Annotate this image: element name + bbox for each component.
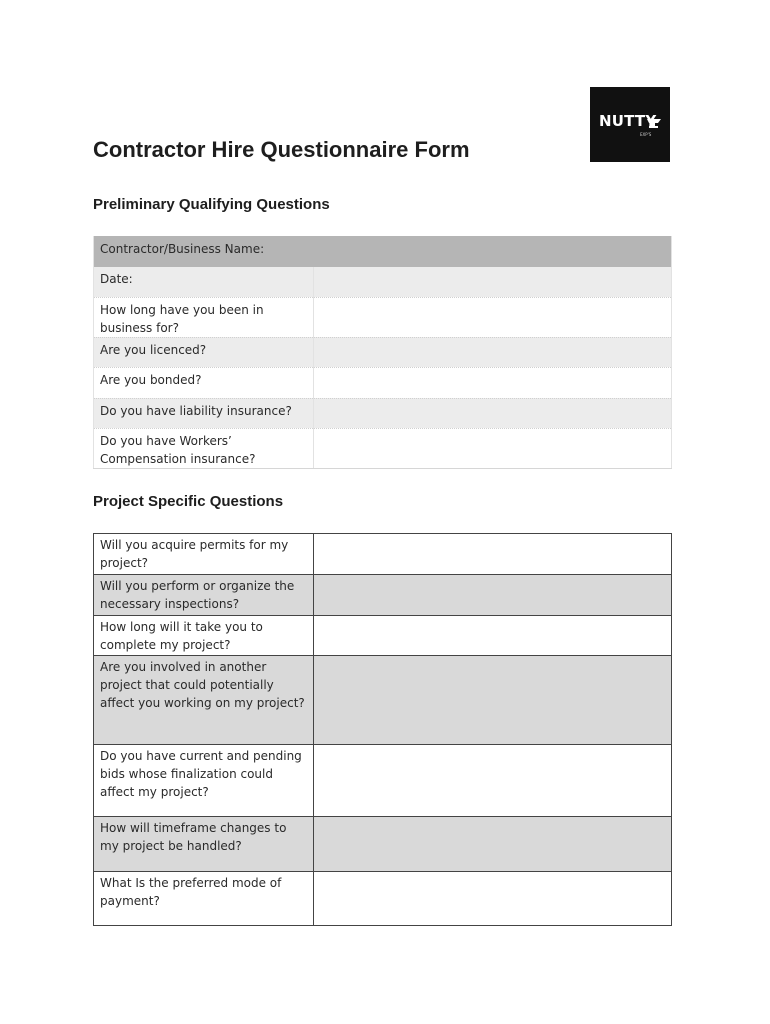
answer-field-liability-insurance[interactable] (314, 398, 672, 428)
answer-field-other-projects[interactable] (314, 656, 672, 745)
table-row (94, 575, 672, 616)
question-label: How long will it take you to complete my project? (94, 616, 314, 656)
question-label: Are you bonded? (94, 367, 314, 398)
logo-wordmark: NUTTY (599, 112, 657, 130)
section-heading-project-specific: Project Specific Questions (93, 493, 284, 510)
page-title: Contractor Hire Questionnaire Form (93, 137, 470, 162)
answer-field-pending-bids[interactable] (314, 745, 672, 817)
table-row (94, 656, 672, 745)
table-row (94, 367, 672, 398)
question-label: How will timeframe changes to my project be handled? (94, 817, 314, 872)
question-label: Are you licenced? (94, 337, 314, 367)
table-row (94, 428, 672, 468)
logo-subtext: EXP'S (640, 132, 652, 137)
project-questions-table (93, 533, 672, 926)
answer-field-bonded[interactable] (314, 367, 672, 398)
table-row (94, 337, 672, 367)
question-label: Do you have Workers’ Compensation insurance? (94, 428, 314, 468)
question-label: How long have you been in business for? (94, 297, 314, 337)
table-row (94, 745, 672, 817)
table-row (94, 872, 672, 926)
answer-field-workers-compensation[interactable] (314, 428, 672, 468)
anvil-icon (646, 117, 662, 131)
question-label: What Is the preferred mode of payment? (94, 872, 314, 926)
table-row (94, 267, 672, 297)
answer-field-permits[interactable] (314, 534, 672, 575)
answer-field-date[interactable] (314, 267, 672, 297)
question-label: Date: (94, 267, 314, 297)
business-name-label: Contractor/Business Name: (94, 236, 672, 267)
table-row (94, 398, 672, 428)
question-label: Will you acquire permits for my project? (94, 534, 314, 575)
table-row (94, 534, 672, 575)
question-label: Are you involved in another project that could potentially affect you working on my project? (94, 656, 314, 745)
table-row (94, 817, 672, 872)
section-heading-preliminary: Preliminary Qualifying Questions (93, 196, 330, 213)
answer-field-completion-time[interactable] (314, 616, 672, 656)
table-row (94, 616, 672, 656)
question-label: Do you have current and pending bids whose finalization could affect my project? (94, 745, 314, 817)
answer-field-timeframe-changes[interactable] (314, 817, 672, 872)
table-row (94, 297, 672, 337)
brand-logo (590, 87, 670, 162)
answer-field-years-in-business[interactable] (314, 297, 672, 337)
answer-field-payment-mode[interactable] (314, 872, 672, 926)
answer-field-licenced[interactable] (314, 337, 672, 367)
question-label: Will you perform or organize the necessary inspections? (94, 575, 314, 616)
preliminary-questions-table (93, 236, 672, 469)
table-row (94, 236, 672, 267)
question-label: Do you have liability insurance? (94, 398, 314, 428)
answer-field-inspections[interactable] (314, 575, 672, 616)
